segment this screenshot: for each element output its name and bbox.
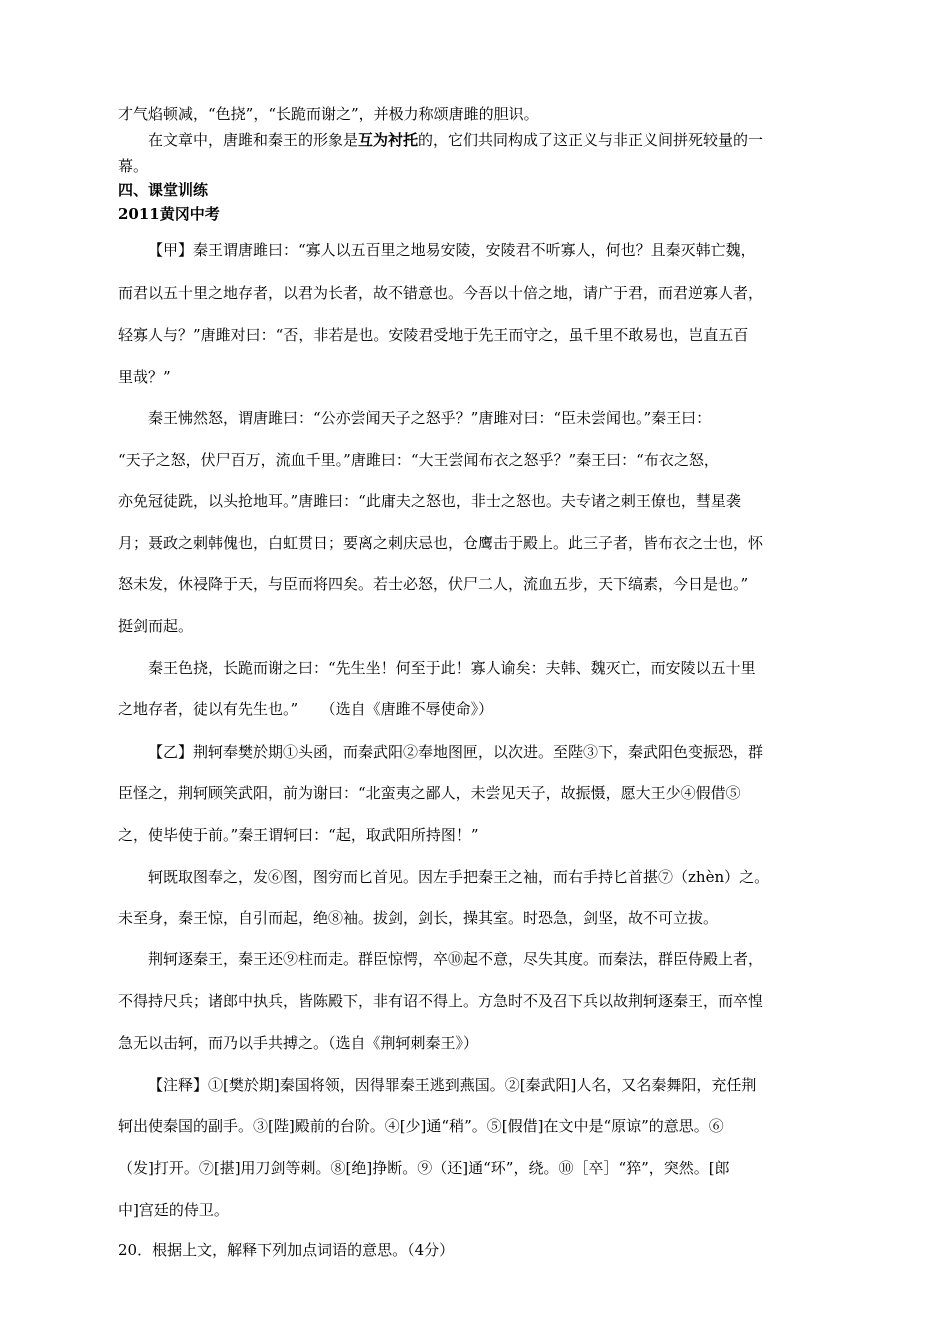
notes-line: （发]打开。⑦[揕]用刀剑等刺。⑧[绝]挣断。⑨（还]通“环”，绕。⑩［卒］“猝”，突然。[郎 [118, 1159, 730, 1177]
passage-yi-line: 荆轲逐秦王，秦王还⑨柱而走。群臣惊愕，卒⑩起不意，尽失其度。而秦法，群臣侍殿上者， [148, 950, 764, 968]
passage-yi-line: 急无以击轲，而乃以手共搏之。（选自《荆轲刺秦王》） [118, 1034, 479, 1052]
intro-emphasis: 互为衬托 [358, 131, 419, 149]
passage-jia-line: 里哉？” [118, 368, 171, 386]
passage-yi-line: 【乙】荆轲奉樊於期①头函，而秦武阳②奉地图匣，以次进。至陛③下，秦武阳色变振恐，群 [148, 743, 764, 761]
intro-line-2-post: 的，它们共同构成了这正义与非正义间拼死较量的一 [418, 131, 764, 149]
passage-yi-line: 未至身，秦王惊，自引而起，绝⑧袖。拔剑，剑长，操其室。时恐急，剑坚，故不可立拔。 [118, 909, 719, 927]
passage-jia-line: “天子之怒，伏尸百万，流血千里。”唐雎曰：“大王尝闻布衣之怒乎？”秦王曰：“布衣之怒， [118, 451, 719, 469]
intro-line-2-pre: 在文章中，唐雎和秦王的形象是 [148, 131, 359, 149]
passage-jia-line: 之地存者，徒以有先生也。” （选自《唐雎不辱使命》） [118, 700, 494, 718]
notes-line: 轲出使秦国的副手。③[陛]殿前的台阶。④[少]通“稍”。⑤[假借]在文中是“原谅”的意思。⑥ [118, 1117, 724, 1135]
passage-yi-line: 不得持尺兵；诸郎中执兵，皆陈殿下，非有诏不得上。方急时不及召下兵以故荆轲逐秦王，而卒惶 [118, 992, 764, 1010]
intro-line-3: 幕。 [118, 157, 149, 175]
notes-line: 【注释】①[樊於期]秦国将领，因得罪秦王逃到燕国。②[秦武阳]人名，又名秦舞阳，充任荆 [148, 1076, 757, 1094]
passage-jia-line: 秦王怫然怒，谓唐雎曰：“公亦尝闻天子之怒乎？”唐雎对曰：“臣未尝闻也。”秦王曰： [148, 409, 712, 427]
intro-line-2 [148, 129, 763, 150]
passage-jia-line: 轻寡人与？”唐雎对曰：“否，非若是也。安陵君受地于先王而守之，虽千里不敢易也，岂直五百 [118, 326, 749, 344]
passage-yi-line: 之，使毕使于前。”秦王谓轲曰：“起，取武阳所持图！” [118, 826, 479, 844]
question-20: 20．根据上文，解释下列加点词语的意思。（4分） [118, 1241, 455, 1259]
passage-jia-line: 秦王色挠，长跪而谢之曰：“先生坐！何至于此！寡人谕矣：夫韩、魏灭亡，而安陵以五十里 [148, 659, 756, 677]
section-heading: 四、课堂训练 [118, 181, 209, 199]
intro-line-1: 才气焰顿减，“色挠”，“长跪而谢之”，并极力称颂唐雎的胆识。 [118, 105, 539, 123]
passage-yi-line: 轲既取图奉之，发⑥图，图穷而匕首见。因左手把秦王之袖，而右手持匕首揕⑦（zhèn）之。 [148, 868, 770, 886]
passage-jia-line: 亦免冠徒跣，以头抢地耳。”唐雎曰：“此庸夫之怒也，非士之怒也。夫专诸之刺王僚也，彗星袭 [118, 492, 741, 510]
passage-jia-line: 怒未发，休祲降于天，与臣而将四矣。若士必怒，伏尸二人，流血五步，天下缟素，今日是也。” [118, 575, 749, 593]
passage-yi-line: 臣怪之，荆轲顾笑武阳，前为谢曰：“北蛮夷之鄙人，未尝见天子，故振慑，愿大王少④假借⑤ [118, 784, 741, 802]
passage-jia-line: 月；聂政之刺韩傀也，白虹贯日；要离之刺庆忌也，仓鹰击于殿上。此三子者，皆布衣之士也，怀 [118, 534, 764, 552]
section-subheading: 2011黄冈中考 [118, 205, 220, 223]
passage-jia-line: 而君以五十里之地存者，以君为长者，故不错意也。今吾以十倍之地，请广于君，而君逆寡人者， [118, 284, 764, 302]
notes-line: 中]宫廷的侍卫。 [118, 1201, 229, 1219]
passage-jia-line: 【甲】秦王谓唐雎曰：“寡人以五百里之地易安陵，安陵君不听寡人，何也？且秦灭韩亡魏， [148, 241, 756, 259]
passage-jia-line: 挺剑而起。 [118, 617, 194, 635]
